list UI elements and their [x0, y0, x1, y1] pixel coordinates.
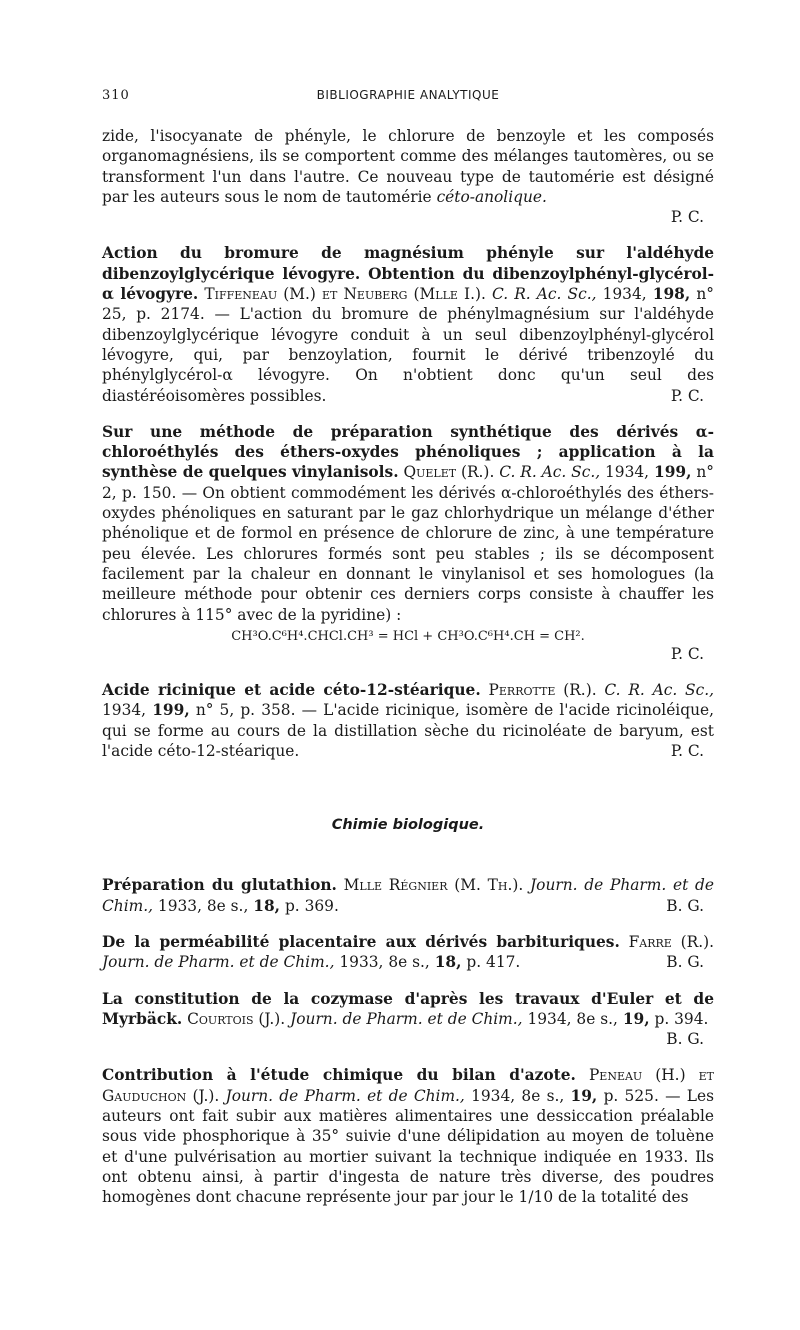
entry-signature: B. G.: [666, 896, 704, 915]
entry-ref: 1933, 8e s.,: [339, 953, 430, 972]
entry-farre: [102, 932, 714, 973]
entry-signature: P. C.: [670, 644, 704, 663]
entry-authors: Perrotte (R.).: [488, 681, 597, 700]
entry-journal: C. R. Ac. Sc.,: [604, 681, 714, 700]
entry-ref: n° 2, p. 150.: [102, 463, 714, 502]
entry-volume: 199,: [152, 701, 190, 720]
entry-ref: n° 25, p. 2174.: [102, 285, 714, 324]
entry-authors: Mlle Régnier (M. Th.).: [343, 876, 524, 895]
entry-journal: Journ. de Pharm. et de Chim.,: [225, 1086, 465, 1105]
entry-volume: 18,: [434, 953, 462, 972]
entry-year: 1934,: [605, 463, 650, 482]
entry-signature: P. C.: [670, 208, 704, 227]
entry-page: p. 369.: [284, 896, 339, 915]
entry-year: 1934,: [102, 701, 147, 720]
entry-text: — L'acide ricinique, isomère de l'acide ricinoléique, qui se forme au cours de la distillation sèche du ricinoléate de baryum, est l'acide céto-12-stéarique.: [102, 701, 714, 761]
entry-quelet: [102, 422, 714, 664]
entry-text: — On obtient commodément les dérivés α-chloroéthylés des éthers-oxydes phénoliques en saturant par le gaz chlorhydrique un mélange d'éther phénolique et de formol en présence de chlorure de zinc, à une température peu élevée. Les chlorures formés sont peu stables ; ils se décomposent facilement par la chaleur en donnant le vinylanisol et ses homologues (la meilleure méthode pour obtenir ces derniers corps consiste à chauffer les chlorures à 115° avec de la pyridine) :: [102, 483, 714, 624]
document-page: [102, 88, 714, 1207]
entry-page: p. 417.: [466, 953, 521, 972]
entry-authors: Peneau (H.) et Gauduchon (J.).: [102, 1066, 714, 1105]
entry-signature: P. C.: [670, 742, 704, 761]
entry-text: — Les auteurs ont fait subir aux matières alimentaires une dessiccation préalable sous vide phosphorique à 35° suivie d'une délipidation au moyen de toluène et d'une pulvérisation au mortier suivant la technique indiquée en 1933. Ils ont obtenu ainsi, à partir d'ingesta de nature très diverse, des poudres homogènes dont chacune représente jour par jour le 1/10 de la totalité des: [102, 1086, 714, 1207]
page-number: 310: [102, 88, 130, 103]
entry-journal: C. R. Ac. Sc.,: [492, 285, 597, 304]
entry-continuation: [102, 126, 714, 227]
entry-volume: 19,: [570, 1086, 598, 1105]
entry-title: Sur une méthode de préparation synthétique des dérivés α-chloroéthylés des éthers-oxydes phénoliques ; application à la synthèse de quelques vinylanisols.: [102, 422, 714, 482]
running-title: BIBLIOGRAPHIE ANALYTIQUE: [316, 88, 500, 102]
entry-page: p. 525.: [603, 1086, 659, 1105]
entry-volume: 18,: [253, 896, 281, 915]
entry-authors: Farre (R.).: [628, 932, 714, 951]
entry-title: La constitution de la cozymase d'après les travaux d'Euler et de Myrbäck.: [102, 989, 714, 1028]
entry-title: Préparation du glutathion.: [102, 876, 337, 895]
entry-authors: Quelet (R.).: [403, 463, 495, 482]
entry-ref: 1934, 8e s.,: [471, 1086, 565, 1105]
entry-title: Acide ricinique et acide céto-12-stéarique.: [102, 681, 481, 700]
entry-volume: 19,: [622, 1009, 650, 1028]
entry-text: zide, l'isocyanate de phényle, le chlorure de benzoyle et les composés organomagnésiens, ils se comportent comme des mélanges tautomères, ou se transforment l'un dans l'autre. Ce nouveau type de tautomérie est désigné par les auteurs sous le nom de tautomérie: [102, 127, 714, 206]
entry-peneau: [102, 1065, 714, 1207]
entry-journal: C. R. Ac. Sc.,: [499, 463, 601, 482]
entry-text: — L'action du bromure de phénylmagnésium sur l'aldéhyde dibenzoylglycérique lévogyre conduit à un seul dibenzoylphényl-glycérol lévogyre, qui, par benzoylation, fournit le dérivé tribenzoylé du phénylglycérol-α lévogyre. On n'obtient donc qu'un seul des diastéréoisomères possibles.: [102, 305, 714, 405]
entry-authors: Courtois (J.).: [187, 1009, 286, 1028]
entry-signature: B. G.: [666, 1030, 704, 1049]
entry-year: 1934,: [602, 285, 647, 304]
section-heading: Chimie biologique.: [331, 817, 485, 834]
italic-term: céto-anolique.: [436, 187, 547, 206]
entry-journal: Journ. de Pharm. et de Chim.,: [290, 1009, 523, 1028]
entry-title: De la perméabilité placentaire aux dérivés barbituriques.: [102, 932, 620, 951]
entry-signature: P. C.: [670, 386, 704, 405]
entry-authors: Tiffeneau (M.) et Neuberg (Mlle I.).: [204, 285, 486, 304]
entry-volume: 199,: [653, 463, 692, 482]
entry-regnier: [102, 875, 714, 916]
entry-journal: Journ. de Pharm. et de Chim.,: [102, 953, 335, 972]
entry-ref: n° 5, p. 358.: [195, 701, 296, 720]
entry-title: Action du bromure de magnésium phényle sur l'aldéhyde dibenzoylglycérique lévogyre. Obtention du dibenzoylphényl-glycérol-α lévogyre.: [102, 244, 714, 304]
running-header: [102, 88, 714, 108]
entry-perrotte: [102, 680, 714, 761]
entry-tiffeneau: [102, 243, 714, 405]
entry-courtois: [102, 989, 714, 1050]
entry-ref: 1933, 8e s.,: [157, 896, 249, 915]
entry-ref: 1934, 8e s.,: [527, 1009, 618, 1028]
entry-journal: Journ. de Pharm. et de Chim.,: [102, 876, 714, 915]
entry-page: p. 394.: [654, 1009, 709, 1028]
entry-signature: B. G.: [666, 953, 704, 972]
chemical-formula: CH³O.C⁶H⁴.CHCl.CH³ = HCl + CH³O.C⁶H⁴.CH = CH².: [231, 628, 585, 644]
entry-volume: 198,: [652, 285, 691, 304]
entry-title: Contribution à l'étude chimique du bilan d'azote.: [102, 1066, 576, 1085]
